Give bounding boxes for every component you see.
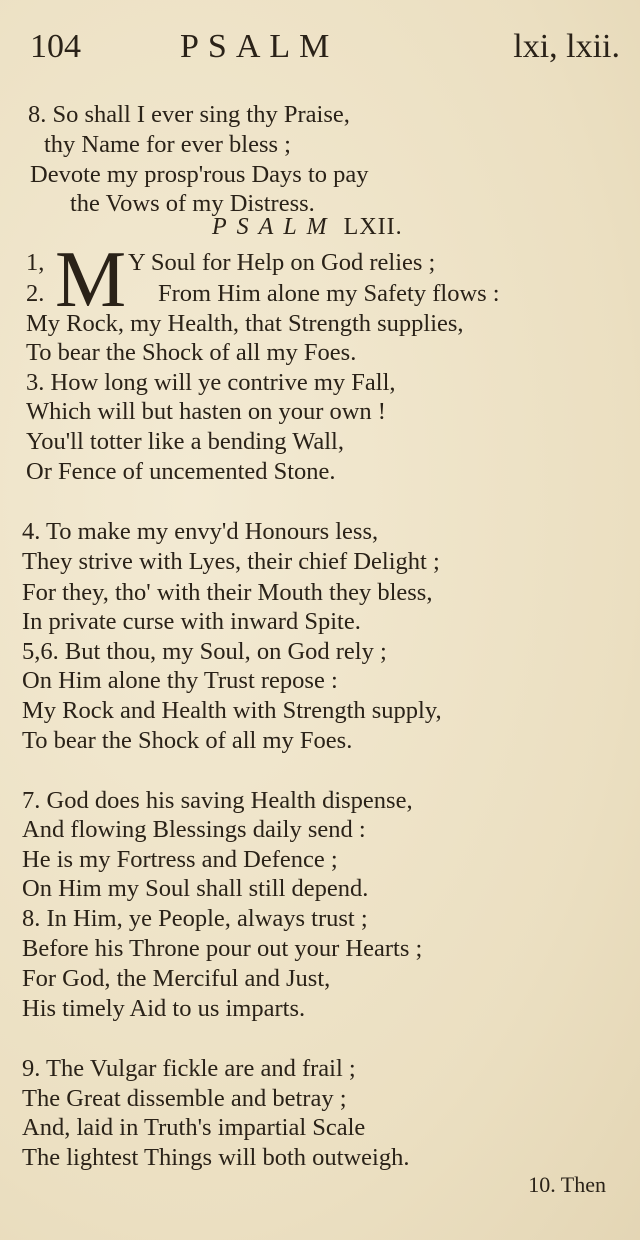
verse-line: Which will but hasten on your own ! (26, 398, 386, 425)
verse-line: My Rock, my Health, that Strength supplies, (26, 310, 464, 337)
verse-line: The lightest Things will both outweigh. (22, 1144, 410, 1171)
verse-line: 8. So shall I ever sing thy Praise, (28, 101, 350, 128)
psalm-numbers: lxi, lxii. (513, 28, 620, 65)
subheading-number: LXII. (343, 214, 403, 240)
verse-line: For they, tho' with their Mouth they bless, (22, 579, 433, 606)
verse-line: And flowing Blessings daily send : (22, 816, 366, 843)
verse-line: Before his Throne pour out your Hearts ; (22, 935, 423, 962)
verse-line: Or Fence of uncemented Stone. (26, 458, 336, 485)
verse-line: On Him alone thy Trust repose : (22, 667, 338, 694)
verse-number: 2. (26, 280, 45, 307)
psalm-subheading (212, 214, 403, 241)
verse-number: 1, (26, 249, 45, 276)
verse-line: They strive with Lyes, their chief Delight ; (22, 548, 440, 575)
verse-line: On Him my Soul shall still depend. (22, 875, 369, 902)
verse-line: 8. In Him, ye People, always trust ; (22, 905, 368, 932)
catchword: 10. Then (528, 1172, 606, 1197)
verse-line: thy Name for ever bless ; (44, 131, 291, 158)
verse-line: And, laid in Truth's impartial Scale (22, 1114, 366, 1141)
verse-line: For God, the Merciful and Just, (22, 965, 331, 992)
verse-line: To bear the Shock of all my Foes. (26, 339, 357, 366)
drop-cap: M (55, 236, 127, 324)
page-header (30, 28, 620, 72)
verse-line: Y Soul for Help on God relies ; (128, 249, 436, 276)
verse-line: His timely Aid to us imparts. (22, 995, 306, 1022)
verse-line: 9. The Vulgar fickle are and frail ; (22, 1055, 356, 1082)
verse-line: 4. To make my envy'd Honours less, (22, 518, 379, 545)
verse-line: My Rock and Health with Strength supply, (22, 697, 442, 724)
verse-line: The Great dissemble and betray ; (22, 1085, 347, 1112)
verse-line: 5,6. But thou, my Soul, on God rely ; (22, 638, 387, 665)
verse-line: In private curse with inward Spite. (22, 608, 361, 635)
verse-line: You'll totter like a bending Wall, (26, 428, 344, 455)
verse-line: 7. God does his saving Health dispense, (22, 787, 413, 814)
running-title: PSALM (180, 28, 339, 65)
verse-line: 3. How long will ye contrive my Fall, (26, 369, 396, 396)
verse-line: the Vows of my Distress. (70, 190, 315, 217)
verse-line: Devote my prosp'rous Days to pay (30, 161, 369, 188)
verse-line: To bear the Shock of all my Foes. (22, 727, 353, 754)
page-number: 104 (30, 28, 81, 65)
verse-line: From Him alone my Safety flows : (158, 280, 500, 307)
subheading-word: PSALM (212, 214, 337, 240)
verse-line: He is my Fortress and Defence ; (22, 846, 338, 873)
